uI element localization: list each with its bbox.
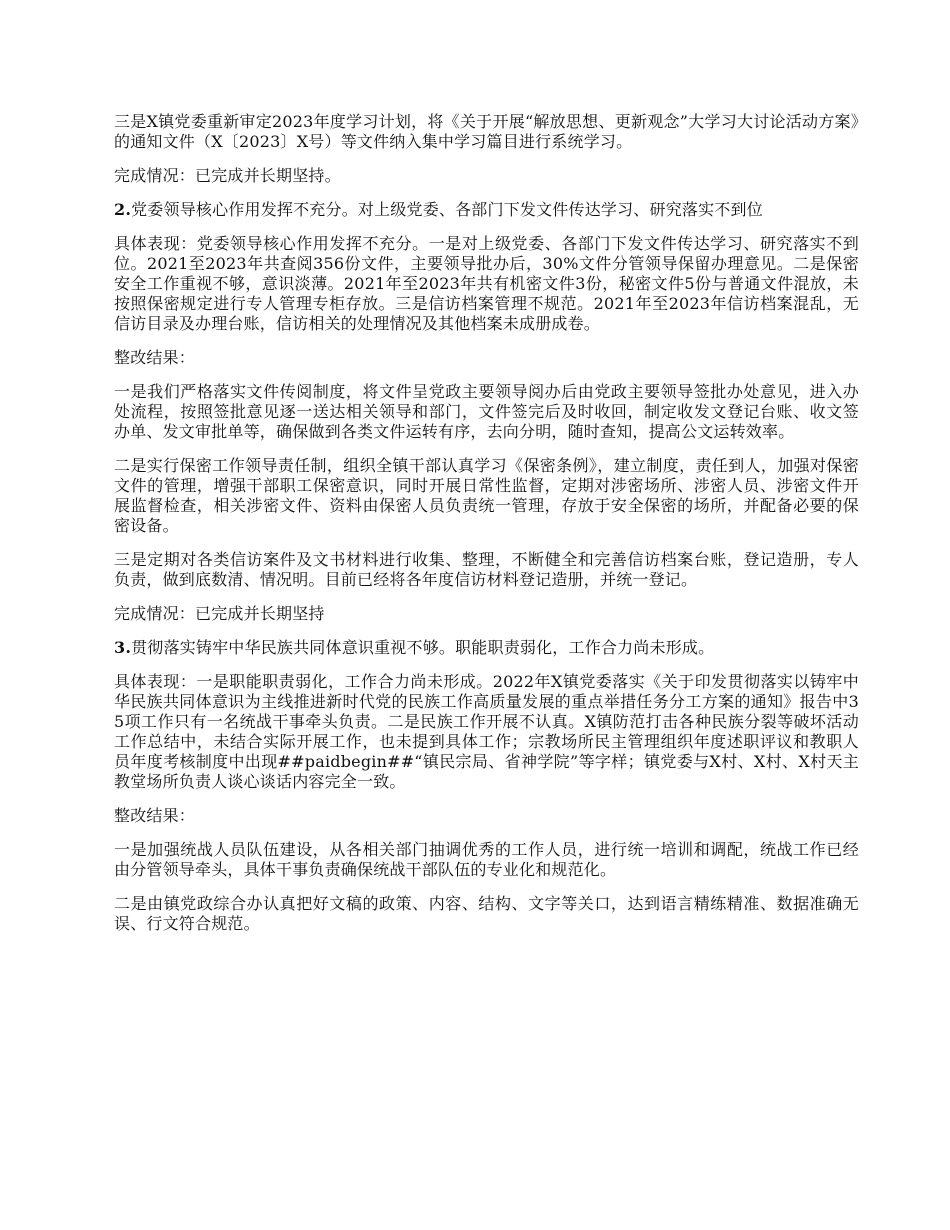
paragraph: 二是由镇党政综合办认真把好文稿的政策、内容、结构、文字等关口，达到语言精练精准、数据准确无误、行文符合规范。 (114, 894, 859, 933)
paragraph: 具体表现：党委领导核心作用发挥不充分。一是对上级党委、各部门下发文件传达学习、研究落实不到位。2021至2023年共查阅356份文件，主要领导批办后，30%文件分管领导保留办理意见。二是保密安全工作重视不够，意识淡薄。2021年至2023年共有机密文件3份，秘密文件5份与普通文件混放，未按照保密规定进行专人管理专柜存放。三是信访档案管理不规范。2021年至2023年信访档案混乱，无信访目录及办理台账，信访相关的处理情况及其他档案未成册成卷。 (114, 234, 859, 333)
completion-status: 完成情况：已完成并长期坚持 (114, 604, 325, 623)
paragraph: 二是实行保密工作领导责任制，组织全镇干部认真学习《保密条例》，建立制度，责任到人，加强对保密文件的管理，增强干部职工保密意识，同时开展日常性监督，定期对涉密场所、涉密人员、涉密文件开展监督检查，相关涉密文件、资料由保密人员负责统一管理，存放于安全保密的场所，并配备必要的保密设备。 (114, 456, 859, 535)
paragraph: 一是我们严格落实文件传阅制度，将文件呈党政主要领导阅办后由党政主要领导签批办处意见，进入办处流程，按照签批意见逐一送达相关领导和部门，文件签完后及时收回，制定收发文登记台账、收文签办单、发文审批单等，确保做到各类文件运转有序，去向分明，随时查知，提高公文运转效率。 (114, 382, 859, 441)
section-number: 2. (114, 200, 132, 219)
paragraph: 三是定期对各类信访案件及文书材料进行收集、整理，不断健全和完善信访档案台账，登记造册，专人负责，做到底数清、情况明。目前已经将各年度信访材料登记造册，并统一登记。 (114, 550, 859, 589)
rectification-label: 整改结果： (114, 348, 196, 367)
paragraph: 一是加强统战人员队伍建设，从各相关部门抽调优秀的工作人员，进行统一培训和调配，统战工作已经由分管领导牵头，具体干事负责确保统战干部队伍的专业化和规范化。 (114, 840, 859, 879)
document-body (114, 112, 859, 948)
section-heading (114, 638, 859, 658)
section-number: 3. (114, 638, 132, 657)
paragraph: 三是X镇党委重新审定2023年度学习计划，将《关于开展“解放思想、更新观念”大学习大讨论活动方案》的通知文件（X〔2023〕X号）等文件纳入集中学习篇目进行系统学习。 (114, 112, 859, 151)
paragraph: 具体表现：一是职能职责弱化，工作合力尚未形成。2022年X镇党委落实《关于印发贯彻落实以铸牢中华民族共同体意识为主线推进新时代党的民族工作高质量发展的重点举措任务分工方案的通知》报告中35项工作只有一名统战干事牵头负责。二是民族工作开展不认真。X镇防范打击各种民族分裂等破坏活动工作总结中，未结合实际开展工作，也未提到具体工作；宗教场所民主管理组织年度述职评议和教职人员年度考核制度中出现##paidbegin##“镇民宗局、省神学院”等字样；镇党委与X村、X村、X村天主教堂场所负责人谈心谈话内容完全一致。 (114, 672, 859, 791)
rectification-label: 整改结果： (114, 806, 196, 825)
section-heading-text: 党委领导核心作用发挥不充分。对上级党委、各部门下发文件传达学习、研究落实不到位 (131, 200, 763, 219)
section-heading-text: 贯彻落实铸牢中华民族共同体意识重视不够。职能职责弱化，工作合力尚未形成。 (131, 638, 715, 657)
completion-status: 完成情况：已完成并长期坚持。 (114, 166, 341, 185)
section-heading (114, 200, 859, 220)
